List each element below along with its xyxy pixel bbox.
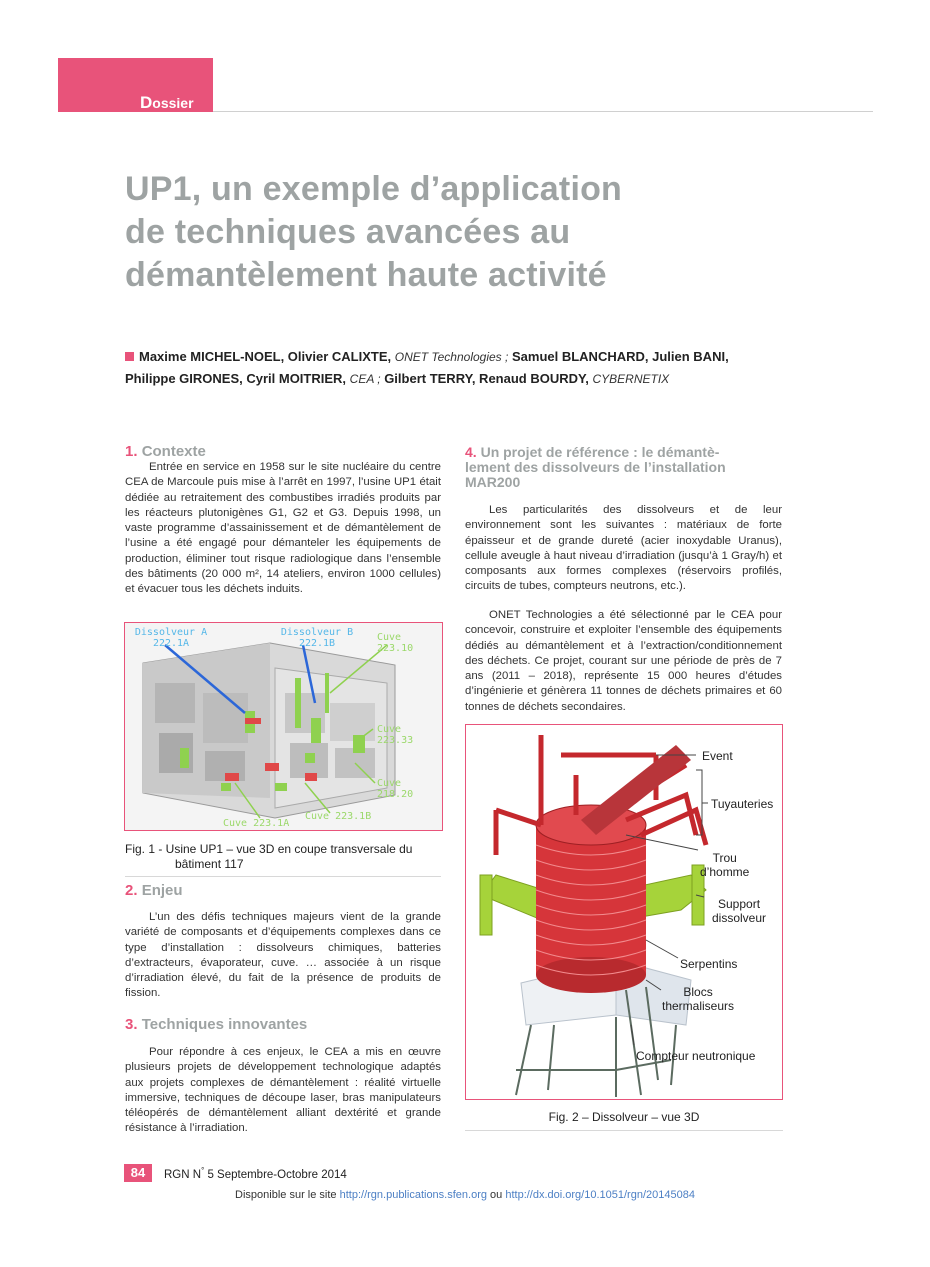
figure-2	[465, 724, 783, 1100]
fig1-label-cuve-223-10: Cuve 223.10	[377, 632, 414, 654]
fig2-callout-tuyauteries: Tuyauteries	[711, 797, 774, 811]
fig1-label-dissolveur-b: Dissolveur B 222.1B	[280, 627, 354, 649]
section-tag-label: Dossier	[140, 93, 194, 112]
section-2-heading: 2. Enjeu	[125, 882, 183, 899]
fig1-label-cuve-223-1b: Cuve 223.1B	[305, 811, 372, 822]
authors-block	[125, 346, 795, 390]
title-line-3: démantèlement haute activité	[125, 256, 607, 294]
title-line-2: de techniques avancées au	[125, 213, 571, 251]
availability-note: Disponible sur le site http://rgn.publications.sfen.org ou http://dx.doi.org/10.1051/rgn/20145084	[235, 1189, 695, 1201]
authors-group-2: Samuel BLANCHARD, Julien BANI,	[511, 349, 729, 364]
caption-rule-1	[125, 876, 441, 877]
fig2-callout-event: Event	[702, 749, 733, 763]
authors-group-1: Maxime MICHEL-NOEL, Olivier CALIXTE,	[139, 349, 392, 364]
fig2-callout-trou-homme: Trou d’homme	[700, 851, 750, 879]
fig2-callout-serpentins: Serpentins	[680, 957, 738, 971]
fig1-label-cuve-223-1a: Cuve 223.1A	[223, 818, 290, 829]
section-4-heading: 4. Un projet de référence : le démantè- lement des dissolveurs de l’installation MAR200	[465, 444, 726, 490]
header-rule	[213, 111, 873, 112]
caption-rule-2	[465, 1130, 783, 1131]
fig1-label-dissolveur-a: Dissolveur A 222.1A	[134, 627, 208, 649]
figure-1-caption: Fig. 1 - Usine UP1 – vue 3D en coupe transversale du bâtiment 117	[125, 842, 413, 871]
bullet-square-icon	[125, 352, 134, 361]
figure-2-caption: Fig. 2 – Dissolveur – vue 3D	[548, 1110, 700, 1124]
authors-group-4: Gilbert TERRY, Renaud BOURDY,	[384, 371, 589, 386]
fig2-callout-support: Support dissolveur	[712, 897, 767, 925]
section-1-heading: 1. Contexte	[125, 443, 206, 460]
section-3-text: Pour répondre à ces enjeux, le CEA a mis en œuvre plusieurs projets de développement technologique adaptés aux projets complexes de démantèlement : réalité virtuelle immersive, techniques de découpe laser, bras manipulateurs téléopérés de démantèlement alliant dextérité et grande résistance à l’irradiation.	[125, 1046, 441, 1135]
authors-group-3: Philippe GIRONES, Cyril MOITRIER,	[125, 371, 347, 386]
journal-issue: RGN N° 5 Septembre-Octobre 2014	[164, 1166, 347, 1181]
affiliation-2: CEA ;	[349, 372, 381, 386]
fig2-callout-compteur: Compteur neutronique	[636, 1049, 756, 1063]
fig1-label-cuve-223-33: Cuve 223.33	[377, 724, 414, 746]
title-line-1: UP1, un exemple d’application	[125, 170, 623, 208]
page-number: 84	[124, 1164, 152, 1182]
link-doi[interactable]: http://dx.doi.org/10.1051/rgn/20145084	[505, 1189, 695, 1201]
section-2-text: L’un des défis techniques majeurs vient de la grande variété de composants et d’équipements complexes dans ce type d’installation : dissolveurs chimiques, batteries d’extracteurs, évaporateur, cuve. … associée à un risque d’irradiation élevé, du fait de la présence de produits de fission.	[125, 911, 441, 1000]
section-1-text: Entrée en service en 1958 sur le site nucléaire du centre CEA de Marcoule puis mise à l’arrêt en 1997, l’usine UP1 était dédiée au retraitement des combustibes irradiés produits par les réacteurs plutonigènes G1, G2 et G3. Depuis 1998, un vaste programme d’assainissement et de démantèlement de l’usine a été engagé pour démanteler les équipements de production, éliminer tout risque radiologique dans l’ensemble des bâtiments (20 000 m², 14 ateliers, environ 1000 cellules) et évacuer tous les déchets induits.	[125, 461, 441, 596]
section-4-paragraph-1: Les particularités des dissolveurs et de leur environnement sont les suivantes : matériaux de forte épaisseur et de grande dureté (acier inoxydable Uranus), cellule aveugle à haut niveau d’irradiation (jusqu’à 1 Gray/h) et composants aux formes complexes (réservoirs profilés, circuits de tubes, compteurs neutrons, etc.).	[465, 504, 782, 593]
fig2-callout-blocs: Blocs thermaliseurs	[662, 985, 735, 1013]
affiliation-1: ONET Technologies ;	[394, 350, 509, 364]
link-rgn-publications[interactable]: http://rgn.publications.sfen.org	[339, 1189, 487, 1201]
section-4-paragraph-2: ONET Technologies a été sélectionné par le CEA pour concevoir, construire et exploiter l’ensemble des équipements dédiés au démantèlement et à l’extraction/conditionnement des déchets. Ce projet, courant sur une période de près de 7 ans (2011 – 2018), représente 15 000 heures d’études d’ingénierie et génèrera 11 tonnes de déchets primaires et 60 tonnes de déchets secondaires.	[465, 609, 782, 713]
affiliation-3: CYBERNETIX	[592, 372, 670, 386]
figure-1	[124, 622, 443, 831]
article-title	[125, 168, 825, 297]
section-3-heading: 3. Techniques innovantes	[125, 1016, 308, 1033]
fig1-label-cuve-218-20: Cuve 218.20	[377, 778, 414, 800]
